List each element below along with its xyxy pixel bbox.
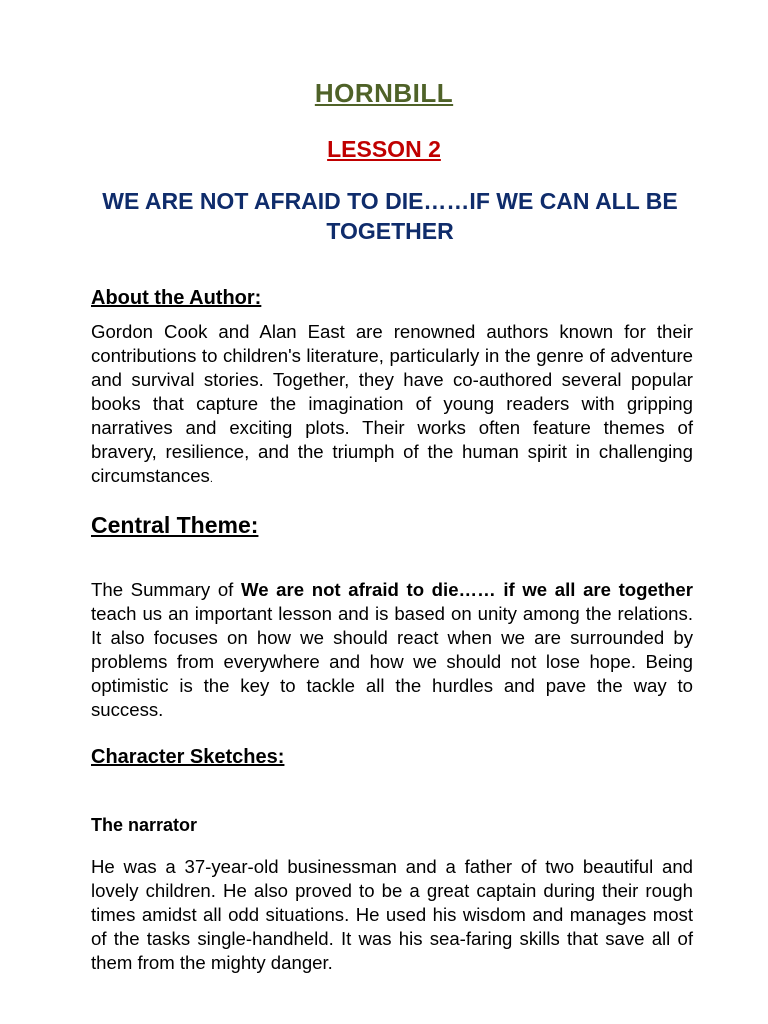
book-title: HORNBILL <box>314 78 454 108</box>
about-author-paragraph <box>91 320 693 491</box>
central-theme-bold: We are not afraid to die…… if we all are together <box>240 579 693 600</box>
narrator-heading: The narrator <box>91 815 198 835</box>
about-author-heading: About the Author: <box>91 287 262 309</box>
narrator-paragraph: He was a 37-year-old businessman and a father of two beautiful and lovely children. He also proved to be a great captain during their rough times amidst all odd situations. He used his wisdom and manages most of the tasks single-handheld. It was his sea-faring skills that save all of them from the mighty danger. <box>91 856 693 973</box>
about-author-tail: . <box>209 473 213 485</box>
about-author-text: Gordon Cook and Alan East are renowned authors known for their contributions to children's literature, particularly in the genre of adventure and survival stories. Together, they have co-authored several popular books that capture the imagination of young readers with gripping narratives and exciting plots. Their works often feature themes of bravery, resilience, and the triumph of the human spirit in challenging circumstances <box>91 321 693 486</box>
lesson-number: LESSON 2 <box>327 136 441 162</box>
central-theme-text: teach us an important lesson and is based on unity among the relations. It also focuses on how we should react when we are surrounded by problems from everywhere and how we should not lose hope. Being optimistic is the key to tackle all the hurdles and pave the way to success. <box>91 603 693 720</box>
chapter-title: WE ARE NOT AFRAID TO DIE……IF WE CAN ALL BE TOGETHER <box>102 188 678 244</box>
central-theme-heading: Central Theme: <box>91 512 259 538</box>
central-theme-paragraph <box>91 578 693 722</box>
character-sketches-heading: Character Sketches: <box>91 746 285 768</box>
central-theme-lead: The Summary of <box>91 579 241 600</box>
